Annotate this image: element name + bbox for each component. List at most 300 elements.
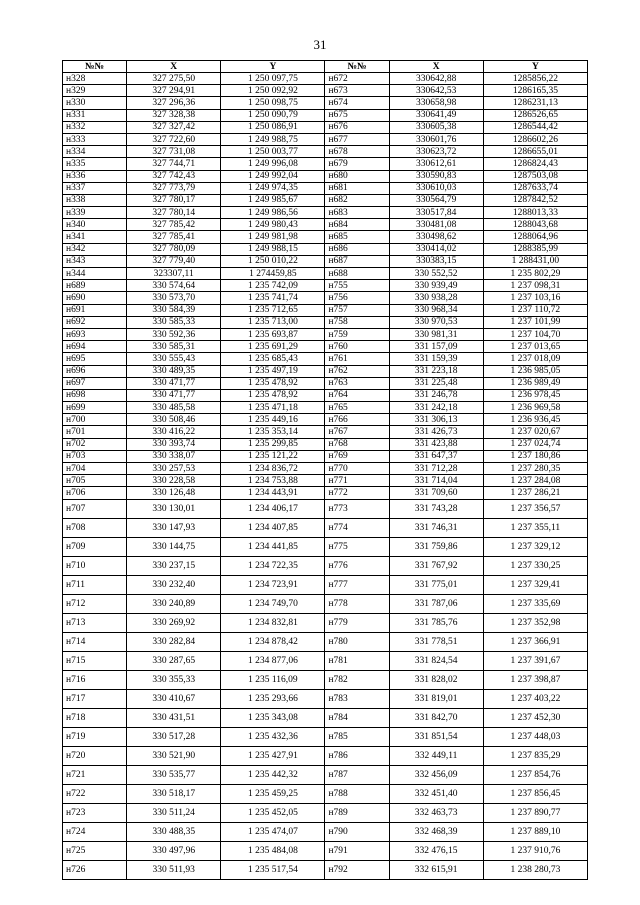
cell-point-id-left: н329 [63, 85, 127, 97]
cell-point-id-left: н713 [63, 613, 127, 632]
cell-y-left: 1 234 441,85 [221, 537, 325, 556]
cell-y-right: 1 237 024,74 [483, 438, 587, 450]
cell-point-id-right: н764 [325, 389, 389, 401]
cell-x-right: 330605,38 [389, 121, 483, 133]
cell-x-right: 331 423,88 [389, 438, 483, 450]
table-row [63, 268, 588, 280]
cell-y-right: 1286526,65 [483, 109, 587, 121]
cell-point-id-left: н720 [63, 746, 127, 765]
cell-point-id-left: н338 [63, 194, 127, 206]
cell-x-left: 330 228,58 [127, 475, 221, 487]
cell-point-id-left: н703 [63, 450, 127, 462]
cell-y-right: 1 237 910,76 [483, 841, 587, 860]
cell-y-right: 1 237 856,45 [483, 784, 587, 803]
cell-point-id-left: н344 [63, 268, 127, 280]
cell-y-right: 1 237 448,03 [483, 727, 587, 746]
table-row [63, 194, 588, 206]
cell-point-id-left: н723 [63, 803, 127, 822]
cell-point-id-right: н683 [325, 207, 389, 219]
cell-point-id-right: н759 [325, 328, 389, 340]
cell-x-left: 327 722,60 [127, 133, 221, 145]
cell-point-id-left: н701 [63, 426, 127, 438]
cell-y-right: 1287842,52 [483, 194, 587, 206]
cell-y-right: 1 237 391,67 [483, 651, 587, 670]
cell-y-right: 1 237 098,31 [483, 280, 587, 292]
cell-y-left: 1 249 988,75 [221, 133, 325, 145]
cell-x-left: 327 780,17 [127, 194, 221, 206]
cell-y-left: 1 234 723,91 [221, 575, 325, 594]
cell-y-left: 1 234 832,81 [221, 613, 325, 632]
cell-y-right: 1 237 403,22 [483, 689, 587, 708]
cell-x-left: 330 257,53 [127, 463, 221, 475]
cell-point-id-left: н707 [63, 499, 127, 518]
cell-point-id-left: н343 [63, 255, 127, 267]
cell-x-right: 331 759,86 [389, 537, 483, 556]
cell-x-right: 331 712,28 [389, 463, 483, 475]
cell-x-left: 330 592,36 [127, 328, 221, 340]
table-row [63, 518, 588, 537]
cell-y-right: 1 237 355,11 [483, 518, 587, 537]
cell-y-right: 1 237 280,35 [483, 463, 587, 475]
cell-x-right: 331 225,48 [389, 377, 483, 389]
table-row [63, 463, 588, 475]
cell-y-left: 1 235 116,09 [221, 670, 325, 689]
table-row [63, 389, 588, 401]
cell-x-left: 330 574,64 [127, 280, 221, 292]
cell-point-id-left: н698 [63, 389, 127, 401]
cell-y-right: 1 236 969,58 [483, 402, 587, 414]
cell-point-id-left: н332 [63, 121, 127, 133]
cell-x-right: 330623,72 [389, 146, 483, 158]
cell-x-right: 331 157,09 [389, 341, 483, 353]
cell-y-left: 1 249 996,08 [221, 158, 325, 170]
cell-y-right: 1 237 889,10 [483, 822, 587, 841]
cell-x-right: 330414,02 [389, 243, 483, 255]
cell-point-id-left: н719 [63, 727, 127, 746]
cell-x-left: 327 327,42 [127, 121, 221, 133]
table-row [63, 316, 588, 328]
cell-point-id-left: н337 [63, 182, 127, 194]
cell-y-right: 1 237 180,86 [483, 450, 587, 462]
table-row [63, 556, 588, 575]
cell-point-id-left: н721 [63, 765, 127, 784]
cell-point-id-left: н694 [63, 341, 127, 353]
cell-point-id-left: н695 [63, 353, 127, 365]
cell-x-right: 330 552,52 [389, 268, 483, 280]
cell-x-left: 330 338,07 [127, 450, 221, 462]
cell-point-id-right: н777 [325, 575, 389, 594]
cell-y-right: 1 237 104,70 [483, 328, 587, 340]
cell-x-left: 330 555,43 [127, 353, 221, 365]
cell-x-left: 330 416,22 [127, 426, 221, 438]
cell-point-id-right: н773 [325, 499, 389, 518]
table-row [63, 121, 588, 133]
column-header-point-right: №№ [325, 61, 389, 73]
cell-point-id-right: н755 [325, 280, 389, 292]
cell-x-left: 327 296,36 [127, 97, 221, 109]
cell-x-right: 331 223,18 [389, 365, 483, 377]
cell-y-right: 1 238 280,73 [483, 860, 587, 879]
cell-y-left: 1 235 685,43 [221, 353, 325, 365]
cell-x-right: 330612,61 [389, 158, 483, 170]
cell-y-left: 1 249 980,43 [221, 219, 325, 231]
cell-y-left: 1 235 474,07 [221, 822, 325, 841]
cell-x-right: 331 159,39 [389, 353, 483, 365]
cell-x-left: 330 585,33 [127, 316, 221, 328]
column-header-x-left: X [127, 61, 221, 73]
cell-point-id-right: н684 [325, 219, 389, 231]
cell-x-right: 332 468,39 [389, 822, 483, 841]
table-row [63, 594, 588, 613]
cell-x-left: 327 275,50 [127, 73, 221, 85]
cell-y-right: 1 237 018,09 [483, 353, 587, 365]
cell-x-left: 330 282,84 [127, 632, 221, 651]
cell-x-left: 330 355,33 [127, 670, 221, 689]
cell-point-id-right: н780 [325, 632, 389, 651]
cell-point-id-right: н767 [325, 426, 389, 438]
cell-x-right: 332 449,11 [389, 746, 483, 765]
cell-y-right: 1 237 101,99 [483, 316, 587, 328]
cell-x-right: 330642,88 [389, 73, 483, 85]
cell-x-left: 330 471,77 [127, 377, 221, 389]
cell-point-id-left: н331 [63, 109, 127, 121]
cell-point-id-left: н334 [63, 146, 127, 158]
cell-x-right: 331 767,92 [389, 556, 483, 575]
cell-y-right: 1 237 366,91 [483, 632, 587, 651]
cell-x-left: 330 471,77 [127, 389, 221, 401]
cell-point-id-right: н792 [325, 860, 389, 879]
table-row [63, 426, 588, 438]
table-row [63, 765, 588, 784]
cell-x-left: 327 773,79 [127, 182, 221, 194]
cell-point-id-right: н770 [325, 463, 389, 475]
table-row [63, 243, 588, 255]
cell-y-left: 1 235 713,00 [221, 316, 325, 328]
column-header-y-right: Y [483, 61, 587, 73]
cell-x-left: 330 126,48 [127, 487, 221, 499]
cell-point-id-right: н782 [325, 670, 389, 689]
cell-point-id-right: н680 [325, 170, 389, 182]
cell-y-right: 1286824,43 [483, 158, 587, 170]
table-row [63, 292, 588, 304]
cell-y-left: 1 235 742,09 [221, 280, 325, 292]
cell-x-left: 327 294,91 [127, 85, 221, 97]
cell-x-right: 332 456,09 [389, 765, 483, 784]
cell-x-left: 330 232,40 [127, 575, 221, 594]
cell-x-right: 332 476,15 [389, 841, 483, 860]
cell-point-id-right: н779 [325, 613, 389, 632]
cell-point-id-left: н709 [63, 537, 127, 556]
cell-x-right: 330517,84 [389, 207, 483, 219]
cell-x-right: 330601,76 [389, 133, 483, 145]
cell-y-right: 1 237 013,65 [483, 341, 587, 353]
table-row [63, 537, 588, 556]
column-header-point-left: №№ [63, 61, 127, 73]
cell-point-id-right: н758 [325, 316, 389, 328]
cell-x-right: 332 463,73 [389, 803, 483, 822]
table-header-row [63, 61, 588, 73]
cell-point-id-right: н688 [325, 268, 389, 280]
cell-y-right: 1 237 352,98 [483, 613, 587, 632]
table-row [63, 670, 588, 689]
cell-point-id-right: н768 [325, 438, 389, 450]
cell-y-left: 1 235 353,14 [221, 426, 325, 438]
cell-x-left: 327 785,42 [127, 219, 221, 231]
cell-y-right: 1 237 103,16 [483, 292, 587, 304]
table-row [63, 727, 588, 746]
cell-y-right: 1286655,01 [483, 146, 587, 158]
cell-y-left: 1 234 878,42 [221, 632, 325, 651]
cell-x-left: 330 431,51 [127, 708, 221, 727]
cell-y-left: 1 235 293,66 [221, 689, 325, 708]
cell-point-id-right: н790 [325, 822, 389, 841]
cell-point-id-right: н787 [325, 765, 389, 784]
cell-x-right: 331 842,70 [389, 708, 483, 727]
cell-y-left: 1 234 753,88 [221, 475, 325, 487]
cell-point-id-left: н341 [63, 231, 127, 243]
cell-y-right: 1 237 329,41 [483, 575, 587, 594]
cell-y-left: 1 250 090,79 [221, 109, 325, 121]
cell-point-id-left: н691 [63, 304, 127, 316]
cell-y-right: 1 237 890,77 [483, 803, 587, 822]
cell-y-left: 1 235 471,18 [221, 402, 325, 414]
column-header-y-left: Y [221, 61, 325, 73]
table-row [63, 97, 588, 109]
cell-y-left: 1 235 121,22 [221, 450, 325, 462]
table-row [63, 746, 588, 765]
cell-x-left: 330 508,46 [127, 414, 221, 426]
cell-y-right: 1 237 398,87 [483, 670, 587, 689]
cell-x-left: 330 485,58 [127, 402, 221, 414]
cell-point-id-left: н717 [63, 689, 127, 708]
cell-y-right: 1 237 330,25 [483, 556, 587, 575]
cell-x-left: 330 584,39 [127, 304, 221, 316]
cell-x-right: 330383,15 [389, 255, 483, 267]
table-row [63, 414, 588, 426]
cell-x-right: 331 647,37 [389, 450, 483, 462]
table-row [63, 860, 588, 879]
cell-point-id-right: н781 [325, 651, 389, 670]
cell-x-right: 331 787,06 [389, 594, 483, 613]
table-row [63, 475, 588, 487]
cell-point-id-right: н687 [325, 255, 389, 267]
cell-y-left: 1 235 459,25 [221, 784, 325, 803]
cell-x-left: 330 240,89 [127, 594, 221, 613]
cell-y-left: 1 235 484,08 [221, 841, 325, 860]
cell-y-right: 1 237 329,12 [483, 537, 587, 556]
cell-point-id-right: н673 [325, 85, 389, 97]
cell-x-right: 331 778,51 [389, 632, 483, 651]
cell-x-left: 330 147,93 [127, 518, 221, 537]
cell-y-left: 1 249 981,98 [221, 231, 325, 243]
cell-y-left: 1 235 442,32 [221, 765, 325, 784]
cell-point-id-left: н340 [63, 219, 127, 231]
cell-x-left: 327 742,43 [127, 170, 221, 182]
cell-x-left: 330 144,75 [127, 537, 221, 556]
cell-point-id-left: н711 [63, 575, 127, 594]
cell-point-id-left: н328 [63, 73, 127, 85]
cell-x-left: 330 585,31 [127, 341, 221, 353]
cell-x-left: 330 511,93 [127, 860, 221, 879]
cell-x-right: 330 938,28 [389, 292, 483, 304]
table-row [63, 109, 588, 121]
cell-point-id-right: н775 [325, 537, 389, 556]
cell-y-right: 1288043,68 [483, 219, 587, 231]
cell-point-id-left: н708 [63, 518, 127, 537]
cell-y-left: 1 234 877,06 [221, 651, 325, 670]
cell-y-right: 1 236 936,45 [483, 414, 587, 426]
cell-point-id-left: н726 [63, 860, 127, 879]
cell-x-right: 330642,53 [389, 85, 483, 97]
cell-x-right: 330481,08 [389, 219, 483, 231]
cell-y-left: 1 235 478,92 [221, 389, 325, 401]
cell-y-left: 1 235 712,65 [221, 304, 325, 316]
cell-point-id-right: н685 [325, 231, 389, 243]
cell-point-id-right: н672 [325, 73, 389, 85]
cell-x-right: 330 939,49 [389, 280, 483, 292]
cell-x-left: 330 237,15 [127, 556, 221, 575]
cell-point-id-right: н760 [325, 341, 389, 353]
cell-y-right: 1 237 854,76 [483, 765, 587, 784]
cell-point-id-right: н762 [325, 365, 389, 377]
cell-y-left: 1 235 449,16 [221, 414, 325, 426]
cell-x-left: 330 573,70 [127, 292, 221, 304]
table-row [63, 219, 588, 231]
cell-point-id-left: н706 [63, 487, 127, 499]
cell-point-id-left: н700 [63, 414, 127, 426]
cell-y-left: 1 235 343,08 [221, 708, 325, 727]
table-row [63, 632, 588, 651]
cell-x-right: 332 615,91 [389, 860, 483, 879]
cell-point-id-right: н676 [325, 121, 389, 133]
cell-x-left: 323307,11 [127, 268, 221, 280]
cell-x-left: 327 744,71 [127, 158, 221, 170]
cell-x-left: 327 785,41 [127, 231, 221, 243]
cell-x-right: 331 709,60 [389, 487, 483, 499]
table-row [63, 73, 588, 85]
cell-x-left: 330 269,92 [127, 613, 221, 632]
cell-point-id-left: н699 [63, 402, 127, 414]
cell-x-left: 330 130,01 [127, 499, 221, 518]
cell-y-right: 1 237 286,21 [483, 487, 587, 499]
cell-y-left: 1 234 443,91 [221, 487, 325, 499]
cell-y-right: 1 237 452,30 [483, 708, 587, 727]
cell-x-left: 330 287,65 [127, 651, 221, 670]
cell-point-id-right: н678 [325, 146, 389, 158]
cell-y-right: 1285856,22 [483, 73, 587, 85]
cell-point-id-right: н674 [325, 97, 389, 109]
cell-x-right: 330590,83 [389, 170, 483, 182]
cell-y-right: 1 237 835,29 [483, 746, 587, 765]
cell-x-left: 330 535,77 [127, 765, 221, 784]
cell-point-id-right: н791 [325, 841, 389, 860]
cell-x-left: 330 511,24 [127, 803, 221, 822]
cell-y-right: 1 237 356,57 [483, 499, 587, 518]
cell-y-right: 1 237 284,08 [483, 475, 587, 487]
cell-x-right: 331 714,04 [389, 475, 483, 487]
cell-x-right: 330 968,34 [389, 304, 483, 316]
cell-y-left: 1 235 299,85 [221, 438, 325, 450]
cell-y-left: 1 249 985,67 [221, 194, 325, 206]
cell-y-right: 1 237 110,72 [483, 304, 587, 316]
cell-point-id-left: н724 [63, 822, 127, 841]
cell-x-right: 331 246,78 [389, 389, 483, 401]
table-row [63, 158, 588, 170]
table-row [63, 487, 588, 499]
cell-x-left: 327 328,38 [127, 109, 221, 121]
cell-point-id-right: н776 [325, 556, 389, 575]
table-row [63, 803, 588, 822]
cell-point-id-right: н784 [325, 708, 389, 727]
table-row [63, 146, 588, 158]
cell-x-left: 330 517,28 [127, 727, 221, 746]
cell-point-id-right: н778 [325, 594, 389, 613]
cell-point-id-left: н689 [63, 280, 127, 292]
table-row [63, 822, 588, 841]
cell-y-left: 1 234 407,85 [221, 518, 325, 537]
cell-point-id-left: н335 [63, 158, 127, 170]
cell-x-right: 330498,62 [389, 231, 483, 243]
cell-y-right: 1288385,99 [483, 243, 587, 255]
page-number: 31 [313, 37, 327, 52]
cell-y-right: 1286602,26 [483, 133, 587, 145]
cell-point-id-right: н786 [325, 746, 389, 765]
cell-y-left: 1 235 427,91 [221, 746, 325, 765]
table-row [63, 280, 588, 292]
cell-x-left: 327 780,14 [127, 207, 221, 219]
cell-point-id-right: н677 [325, 133, 389, 145]
cell-point-id-left: н714 [63, 632, 127, 651]
cell-point-id-left: н722 [63, 784, 127, 803]
cell-point-id-left: н704 [63, 463, 127, 475]
cell-y-left: 1 250 098,75 [221, 97, 325, 109]
cell-point-id-right: н682 [325, 194, 389, 206]
table-row [63, 353, 588, 365]
table-row [63, 841, 588, 860]
table-row [63, 341, 588, 353]
cell-y-right: 1286165,35 [483, 85, 587, 97]
cell-x-left: 330 521,90 [127, 746, 221, 765]
table-row [63, 499, 588, 518]
cell-point-id-right: н771 [325, 475, 389, 487]
cell-point-id-right: н769 [325, 450, 389, 462]
cell-y-left: 1 235 497,19 [221, 365, 325, 377]
cell-point-id-right: н757 [325, 304, 389, 316]
cell-x-right: 331 426,73 [389, 426, 483, 438]
cell-y-right: 1286544,42 [483, 121, 587, 133]
table-row [63, 255, 588, 267]
table-row [63, 689, 588, 708]
cell-x-left: 327 780,09 [127, 243, 221, 255]
cell-point-id-right: н765 [325, 402, 389, 414]
cell-x-left: 327 731,08 [127, 146, 221, 158]
cell-y-right: 1 236 985,05 [483, 365, 587, 377]
cell-point-id-left: н692 [63, 316, 127, 328]
table-row [63, 784, 588, 803]
cell-x-left: 327 779,40 [127, 255, 221, 267]
cell-point-id-right: н686 [325, 243, 389, 255]
cell-y-right: 1 288431,00 [483, 255, 587, 267]
cell-point-id-left: н342 [63, 243, 127, 255]
cell-x-right: 331 743,28 [389, 499, 483, 518]
cell-point-id-left: н712 [63, 594, 127, 613]
column-header-x-right: X [389, 61, 483, 73]
cell-point-id-left: н697 [63, 377, 127, 389]
coordinates-table [62, 60, 588, 880]
table-row [63, 438, 588, 450]
cell-y-right: 1288013,33 [483, 207, 587, 219]
table-row [63, 402, 588, 414]
